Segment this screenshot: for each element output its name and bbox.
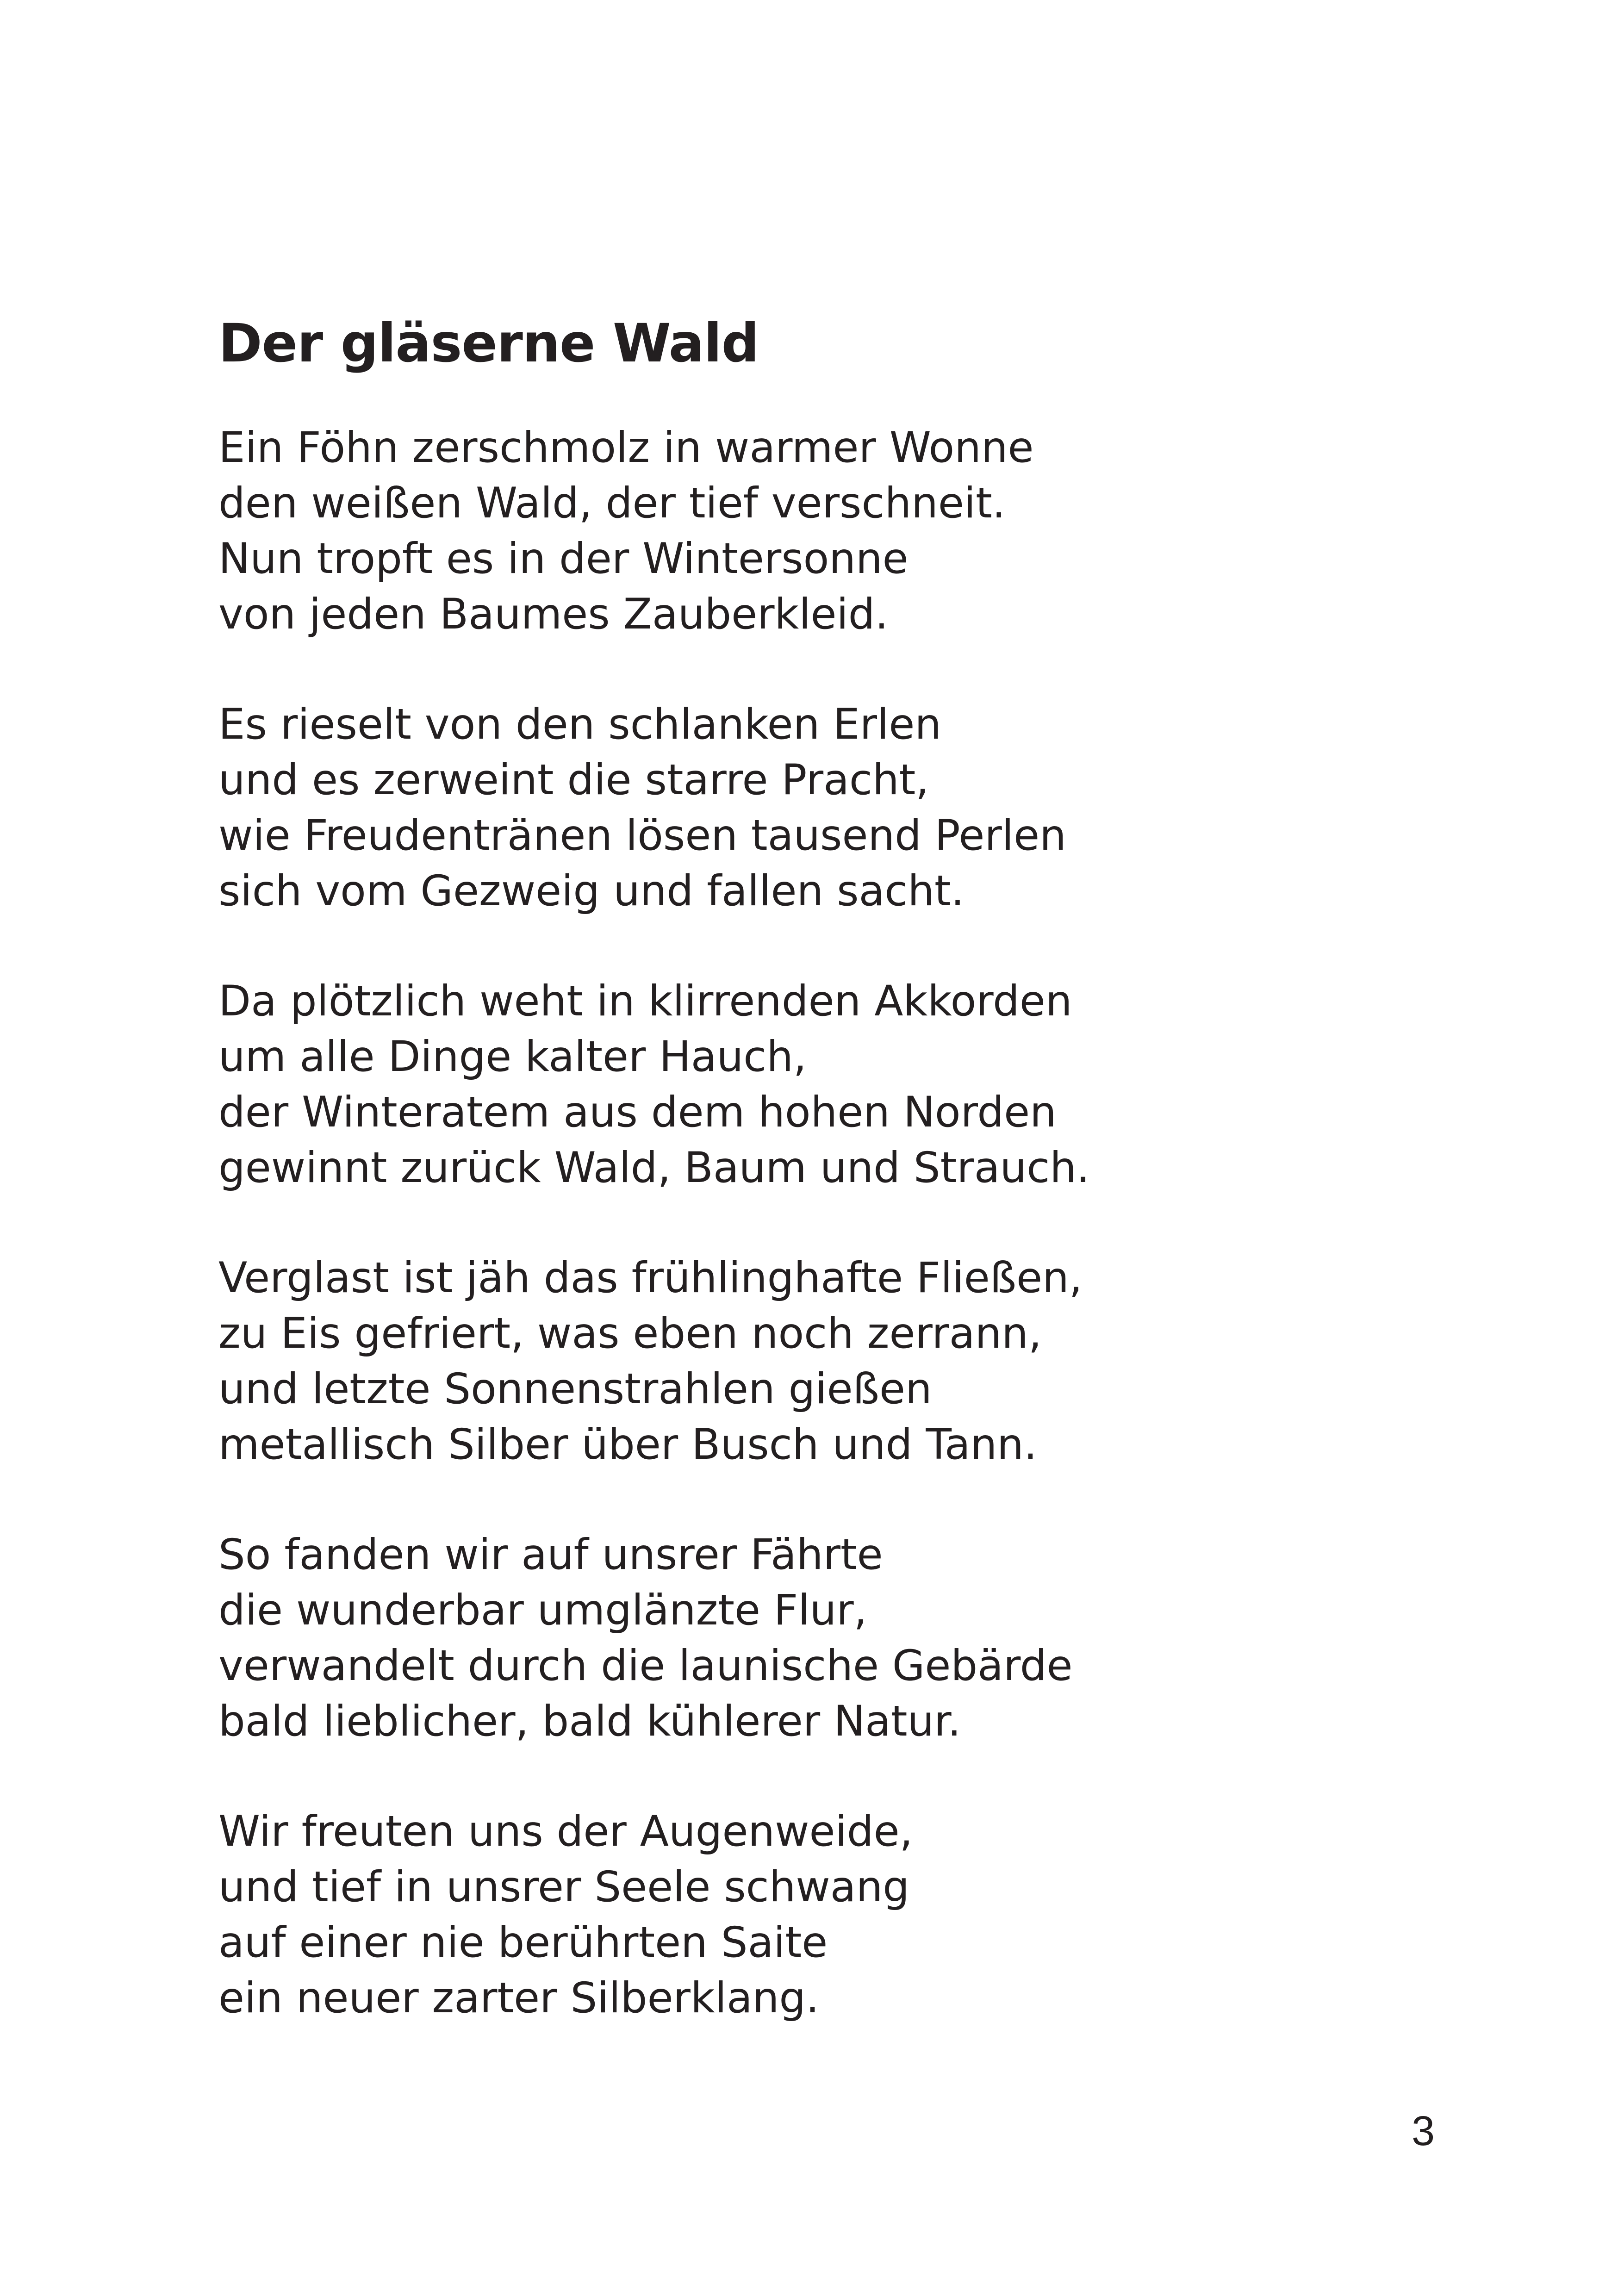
poem-line: der Winteratem aus dem hohen Norden [218, 1088, 1057, 1137]
poem-line: um alle Dinge kalter Hauch, [218, 1033, 807, 1081]
poem-line: den weißen Wald, der tief verschneit. [218, 479, 1006, 528]
poem-body [218, 420, 1329, 2081]
poem-title: Der gläserne Wald [218, 312, 759, 374]
poem-line: Ein Föhn zerschmolz in warmer Wonne [218, 423, 1034, 472]
stanza-3 [218, 974, 1329, 1196]
poem-line: Es rieselt von den schlanken Erlen [218, 700, 942, 749]
page-number: 3 [1412, 2108, 1435, 2154]
stanza-5 [218, 1527, 1329, 1749]
poem-line: gewinnt zurück Wald, Baum und Strauch. [218, 1144, 1090, 1192]
poem-line: Nun tropft es in der Wintersonne [218, 535, 909, 583]
poem-line: und tief in unsrer Seele schwang [218, 1863, 910, 1911]
poem-line: zu Eis gefriert, was eben noch zerrann, [218, 1309, 1042, 1358]
poem-line: wie Freudentränen lösen tausend Perlen [218, 811, 1066, 860]
poem-line: Da plötzlich weht in klirrenden Akkorden [218, 977, 1072, 1026]
poem-line: die wunderbar umglänzte Flur, [218, 1586, 867, 1635]
poem-line: Verglast ist jäh das frühlinghafte Fließen, [218, 1254, 1083, 1302]
poem-line: von jeden Baumes Zauberkleid. [218, 590, 889, 639]
poem-line: Wir freuten uns der Augenweide, [218, 1807, 913, 1856]
stanza-1 [218, 420, 1329, 642]
poem-line: So fanden wir auf unsrer Fährte [218, 1531, 883, 1579]
poem-line: und es zerweint die starre Pracht, [218, 756, 929, 804]
poem-line: bald lieblicher, bald kühlerer Natur. [218, 1697, 961, 1746]
poem-line: und letzte Sonnenstrahlen gießen [218, 1365, 932, 1413]
poem-line: sich vom Gezweig und fallen sacht. [218, 867, 965, 915]
poem-line: auf einer nie berührten Saite [218, 1918, 828, 1967]
poem-line: verwandelt durch die launische Gebärde [218, 1642, 1073, 1690]
poem-line: metallisch Silber über Busch und Tann. [218, 1420, 1037, 1469]
stanza-6 [218, 1804, 1329, 2026]
stanza-2 [218, 697, 1329, 919]
poem-line: ein neuer zarter Silberklang. [218, 1974, 820, 2022]
stanza-4 [218, 1251, 1329, 1473]
